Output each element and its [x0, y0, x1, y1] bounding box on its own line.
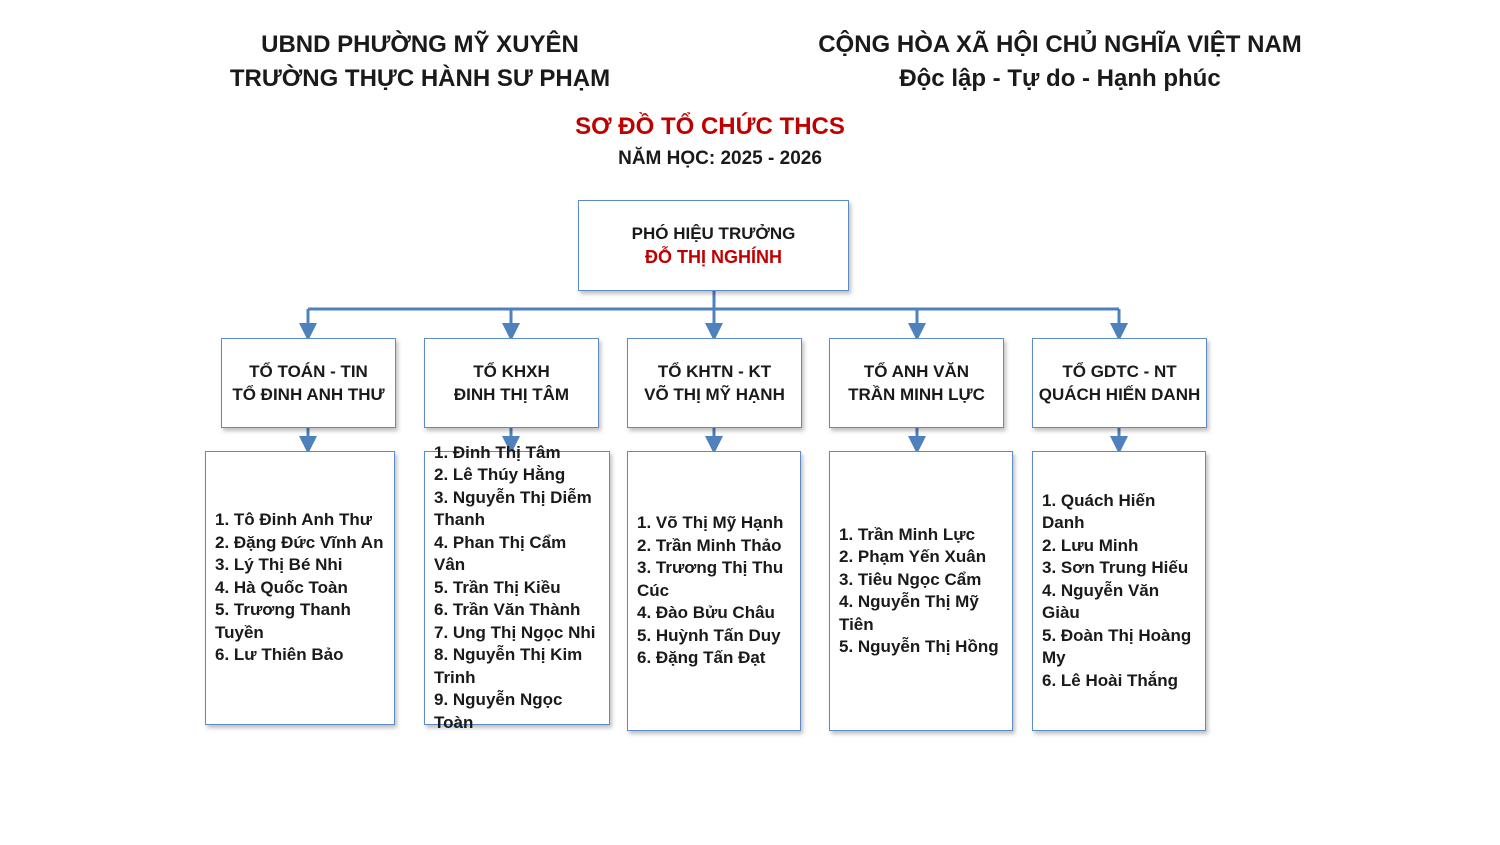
member-list-box [205, 451, 395, 725]
member-item: 2. Phạm Yến Xuân [839, 547, 987, 566]
chart-title: SƠ ĐỒ TỔ CHỨC THCS [575, 113, 845, 140]
department-box [1032, 338, 1207, 428]
department-name: TỔ TOÁN - TIN [249, 362, 368, 381]
member-item: 3. Trương Thị Thu Cúc [637, 558, 784, 600]
member-item: 3. Lý Thị Bé Nhi [215, 555, 343, 575]
member-list-box [829, 451, 1013, 731]
member-item: 4. Đào Bửu Châu [637, 603, 775, 623]
member-item: 6. Đặng Tấn Đạt [637, 648, 766, 668]
vice-principal-role: PHÓ HIỆU TRƯỞNG [631, 223, 796, 243]
national-title: CỘNG HÒA XÃ HỘI CHỦ NGHĨA VIỆT NAM [818, 31, 1302, 58]
member-list [637, 512, 791, 670]
member-item: 8. Nguyễn Thị Kim Trinh [434, 645, 583, 687]
department-head: TỔ ĐINH ANH THƯ [232, 385, 385, 404]
school-name: TRƯỜNG THỰC HÀNH SƯ PHẠM [229, 65, 611, 92]
department-box [829, 338, 1004, 428]
member-item: 2. Đặng Đức Vĩnh An [215, 532, 384, 552]
department-head: QUÁCH HIẾN DANH [1038, 385, 1201, 404]
department-head: TRẦN MINH LỰC [848, 385, 985, 404]
member-item: 7. Ung Thị Ngọc Nhi [434, 622, 596, 642]
member-list [434, 442, 600, 735]
department-box [424, 338, 599, 428]
member-item: 6. Lư Thiên Bảo [215, 645, 344, 665]
department-name: TỔ KHXH [473, 362, 550, 381]
member-list [215, 509, 385, 667]
member-item: 4. Phan Thị Cẩm Vân [434, 532, 567, 575]
member-item: 1. Võ Thị Mỹ Hạnh [637, 513, 784, 533]
member-item: 3. Tiêu Ngọc Cẩm [839, 569, 982, 589]
member-item: 1. Tô Đinh Anh Thư [215, 510, 373, 530]
national-motto: Độc lập - Tự do - Hạnh phúc [899, 65, 1221, 92]
member-item: 9. Nguyễn Ngọc Toàn [434, 690, 563, 732]
member-item: 2. Lưu Minh [1042, 535, 1139, 555]
vice-principal-box [578, 200, 849, 291]
member-item: 5. Huỳnh Tấn Duy [637, 625, 781, 645]
department-box [627, 338, 802, 428]
member-item: 5. Trương Thanh Tuyền [215, 600, 351, 642]
member-item: 5. Đoàn Thị Hoàng My [1042, 625, 1192, 668]
member-item: 1. Đinh Thị Tâm [434, 442, 561, 462]
member-list [1042, 490, 1196, 693]
ward-name: UBND PHƯỜNG MỸ XUYÊN [261, 31, 579, 58]
member-item: 5. Trần Thị Kiều [434, 577, 561, 597]
member-item: 3. Nguyễn Thị Diễm Thanh [434, 487, 592, 530]
member-item: 4. Hà Quốc Toàn [215, 577, 348, 597]
school-year: NĂM HỌC: 2025 - 2026 [618, 148, 822, 169]
member-item: 3. Sơn Trung Hiếu [1042, 558, 1189, 578]
member-list-box [1032, 451, 1206, 731]
department-head: ĐINH THỊ TÂM [453, 385, 570, 404]
member-item: 4. Nguyễn Thị Mỹ Tiên [839, 592, 979, 634]
member-item: 4. Nguyễn Văn Giàu [1042, 580, 1160, 623]
department-head: VÕ THỊ MỸ HẠNH [644, 385, 785, 404]
department-name: TỔ ANH VĂN [863, 362, 970, 381]
member-item: 2. Lê Thúy Hằng [434, 465, 566, 485]
department-box [221, 338, 396, 428]
member-item: 2. Trần Minh Thảo [637, 535, 782, 555]
member-item: 1. Quách Hiến Danh [1042, 490, 1156, 533]
member-item: 6. Lê Hoài Thắng [1042, 670, 1179, 690]
member-list-box [424, 442, 610, 732]
department-name: TỔ GDTC - NT [1062, 362, 1177, 381]
member-item: 5. Nguyễn Thị Hồng [839, 637, 999, 656]
member-list [839, 524, 1003, 659]
member-item: 1. Trần Minh Lực [839, 524, 976, 544]
member-item: 6. Trần Văn Thành [434, 600, 581, 620]
member-list-box [627, 451, 801, 731]
vice-principal-name: ĐỖ THỊ NGHÍNH [645, 246, 782, 267]
department-name: TỔ KHTN - KT [657, 362, 772, 381]
